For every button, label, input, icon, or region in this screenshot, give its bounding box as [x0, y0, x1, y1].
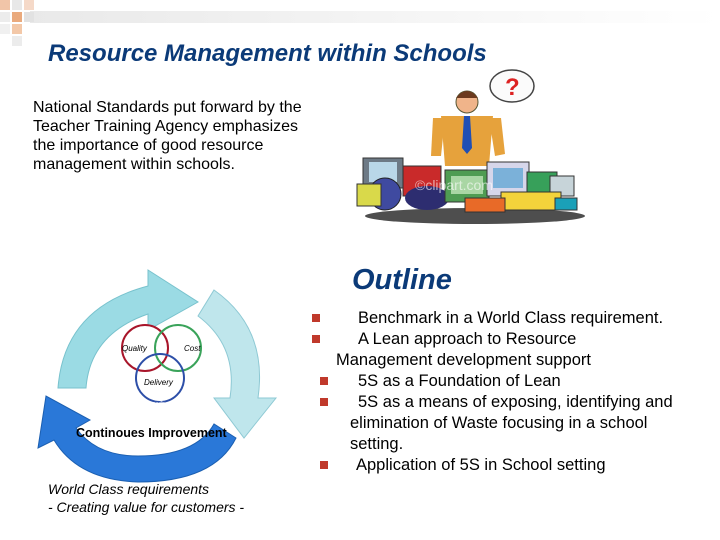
outline-list — [320, 308, 712, 476]
bullet-icon — [320, 461, 328, 469]
list-item-continuation: setting. — [350, 435, 404, 453]
caption-line: - Creating value for customers - — [48, 499, 245, 515]
diagram-caption — [48, 480, 244, 516]
bullet-icon — [320, 377, 328, 385]
slide-title: Resource Management within Schools — [48, 40, 487, 67]
caption-line: World Class requirements — [48, 481, 210, 497]
bullet-icon — [312, 335, 320, 343]
list-item: 5S as a Foundation of Lean — [320, 371, 712, 392]
list-item: 5S as a means of exposing, identifying and — [320, 392, 712, 413]
list-item-continuation: elimination of Waste focusing in a school — [350, 414, 648, 432]
list-item: Application of 5S in School setting — [320, 455, 712, 476]
outline-heading: Outline — [352, 264, 452, 296]
svg-text:?: ? — [505, 74, 520, 101]
intro-paragraph — [33, 98, 353, 174]
bullet-icon — [320, 398, 328, 406]
clutter-clipart — [345, 66, 585, 226]
list-item-continuation: Management development support — [336, 351, 591, 369]
svg-text:©clipart.com: ©clipart.com — [415, 177, 493, 193]
intro-line: management within schools. — [33, 156, 235, 173]
quality-label: Quality — [122, 344, 147, 353]
bullet-icon — [312, 314, 320, 322]
list-item: Benchmark in a World Class requirement. — [320, 308, 712, 329]
svg-text:©clipart.com: ©clipart.com — [90, 394, 213, 419]
delivery-label: Delivery — [144, 378, 173, 387]
continuous-improvement-label: Continoues Improvement — [76, 426, 227, 440]
intro-line: the importance of good resource — [33, 137, 264, 154]
continuous-improvement-diagram — [28, 268, 288, 493]
list-item: A Lean approach to Resource — [320, 329, 712, 350]
intro-line: National Standards put forward by the — [33, 99, 302, 116]
cost-label: Cost — [184, 344, 201, 353]
intro-line: Teacher Training Agency emphasizes — [33, 118, 299, 135]
